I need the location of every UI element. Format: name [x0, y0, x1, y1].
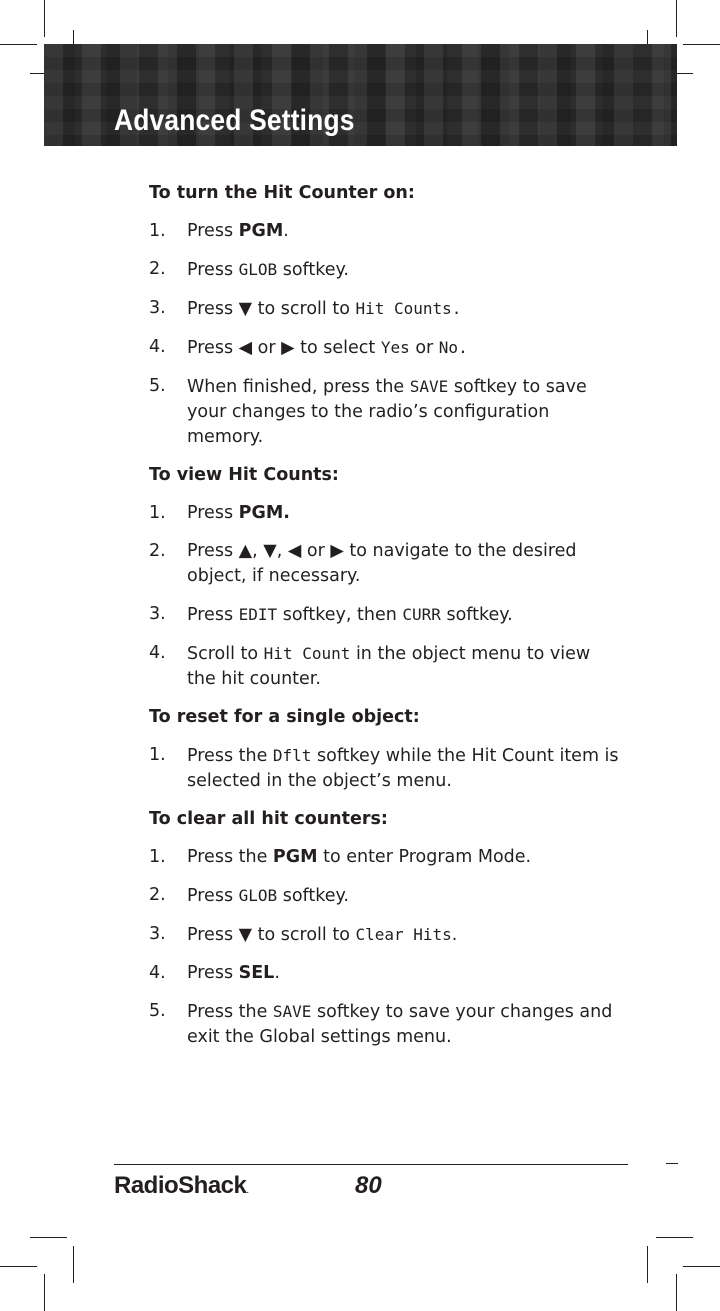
list-item [149, 296, 619, 322]
display-text: No. [438, 338, 468, 357]
step-text: in the object menu to view the hit counter. [187, 644, 591, 689]
page-number: 80 [355, 1172, 382, 1199]
list-item [149, 845, 619, 870]
instructions-content [149, 181, 619, 1063]
step-number: 1. [149, 503, 166, 523]
step-number: 2. [149, 885, 166, 905]
crop-mark [44, 0, 45, 37]
step-text: softkey while the Hit Count item is selected in the object’s menu. [187, 746, 619, 791]
down-arrow-icon: ▼ [238, 925, 253, 945]
step-number: 5. [149, 1001, 166, 1021]
step-text: to scroll to [252, 925, 356, 945]
step-text: , [252, 541, 264, 561]
right-arrow-icon: ▶ [330, 541, 344, 561]
crop-mark [683, 44, 720, 45]
step-text: Press [187, 925, 239, 945]
brand-logo [114, 1172, 249, 1200]
step-number: 2. [149, 259, 166, 279]
footer-divider [114, 1164, 628, 1165]
crop-mark [676, 0, 677, 37]
step-text: softkey, then [277, 605, 403, 625]
crop-mark [73, 1246, 74, 1283]
step-number: 4. [149, 643, 166, 663]
down-arrow-icon: ▼ [238, 299, 253, 319]
crop-mark [44, 1274, 45, 1311]
crop-mark [676, 1274, 677, 1311]
step-text: Press [187, 886, 239, 906]
section-header-banner [44, 44, 677, 146]
crop-mark [0, 44, 37, 45]
step-text: Press [187, 541, 239, 561]
step-text: When finished, press the [187, 377, 410, 397]
right-arrow-icon: ▶ [281, 338, 295, 358]
list-item [149, 922, 619, 948]
up-arrow-icon: ▲ [238, 541, 253, 561]
step-text: to navigate to the desired object, if necessary. [187, 541, 577, 586]
step-number: 3. [149, 298, 166, 318]
step-text: Press the [187, 1002, 273, 1022]
step-text: or [252, 338, 282, 358]
step-text: Press [187, 503, 239, 523]
crop-mark [0, 1266, 37, 1267]
section-heading: To reset for a single object: [149, 707, 420, 727]
display-text: SAVE [272, 1002, 312, 1021]
section-heading: To turn the Hit Counter on: [149, 183, 415, 203]
key-label: SEL [238, 963, 275, 983]
page-title: Advanced Settings [114, 104, 355, 137]
step-text: Press [187, 963, 239, 983]
step-text: softkey. [440, 605, 513, 625]
key-label: PGM. [238, 503, 290, 523]
display-text: GLOB [238, 886, 278, 905]
step-text: to select [294, 338, 381, 358]
step-text: . [283, 221, 289, 241]
crop-mark [656, 1237, 693, 1238]
step-text: . [274, 963, 280, 983]
list-item [149, 883, 619, 909]
section-view-hit-counts [149, 463, 619, 692]
step-text: Press the [187, 847, 273, 867]
step-number: 3. [149, 604, 166, 624]
step-number: 4. [149, 337, 166, 357]
step-text: Press [187, 260, 239, 280]
section-heading: To clear all hit counters: [149, 809, 388, 829]
list-item [149, 641, 619, 692]
step-text: Press [187, 605, 239, 625]
step-text: softkey. [277, 260, 349, 280]
list-item [149, 374, 619, 450]
step-number: 2. [149, 541, 166, 561]
step-text: Press [187, 338, 239, 358]
display-text: SAVE [409, 377, 449, 396]
display-text: Hit Counts. [355, 299, 462, 318]
display-text: Yes [380, 338, 410, 357]
step-number: 1. [149, 745, 166, 765]
display-text: Clear Hits [355, 925, 452, 944]
step-text: . [451, 925, 458, 945]
list-item [149, 219, 619, 244]
display-text: EDIT [238, 605, 278, 624]
display-text: CURR [402, 605, 441, 624]
crop-mark [647, 1246, 648, 1283]
section-heading: To view Hit Counts: [149, 465, 339, 485]
crop-mark [683, 1266, 720, 1267]
list-item [149, 539, 619, 589]
step-number: 1. [149, 847, 166, 867]
footer-divider [666, 1163, 678, 1164]
section-reset-single [149, 705, 619, 794]
step-text: Scroll to [187, 644, 264, 664]
list-item [149, 999, 619, 1050]
step-text: to enter Program Mode. [317, 847, 532, 867]
step-number: 1. [149, 221, 166, 241]
section-turn-on [149, 181, 619, 450]
step-number: 4. [149, 963, 166, 983]
brand-name: RadioShack [114, 1172, 247, 1199]
step-text: , [276, 541, 288, 561]
display-text: Dflt [272, 746, 312, 765]
left-arrow-icon: ◀ [287, 541, 302, 561]
step-text: to scroll to [252, 299, 356, 319]
section-clear-all [149, 807, 619, 1050]
crop-mark [30, 1237, 67, 1238]
step-text: or [409, 338, 439, 358]
step-text: softkey to save your changes to the radio’s configuration memory. [187, 377, 587, 447]
brand-mark: . [246, 1185, 249, 1196]
list-item [149, 335, 619, 361]
list-item [149, 602, 619, 628]
display-text: Hit Count [263, 644, 351, 663]
step-text: or [301, 541, 331, 561]
step-text: softkey to save your changes and exit the Global settings menu. [187, 1002, 613, 1047]
display-text: GLOB [238, 260, 278, 279]
key-label: PGM [272, 847, 318, 867]
list-item [149, 501, 619, 526]
list-item [149, 257, 619, 283]
key-label: PGM [238, 221, 284, 241]
step-text: Press [187, 221, 239, 241]
step-text: Press [187, 299, 239, 319]
left-arrow-icon: ◀ [238, 338, 253, 358]
step-number: 3. [149, 924, 166, 944]
list-item [149, 743, 619, 794]
list-item [149, 961, 619, 986]
down-arrow-icon: ▼ [263, 541, 277, 561]
step-number: 5. [149, 376, 166, 396]
step-text: softkey. [277, 886, 349, 906]
step-text: Press the [187, 746, 273, 766]
